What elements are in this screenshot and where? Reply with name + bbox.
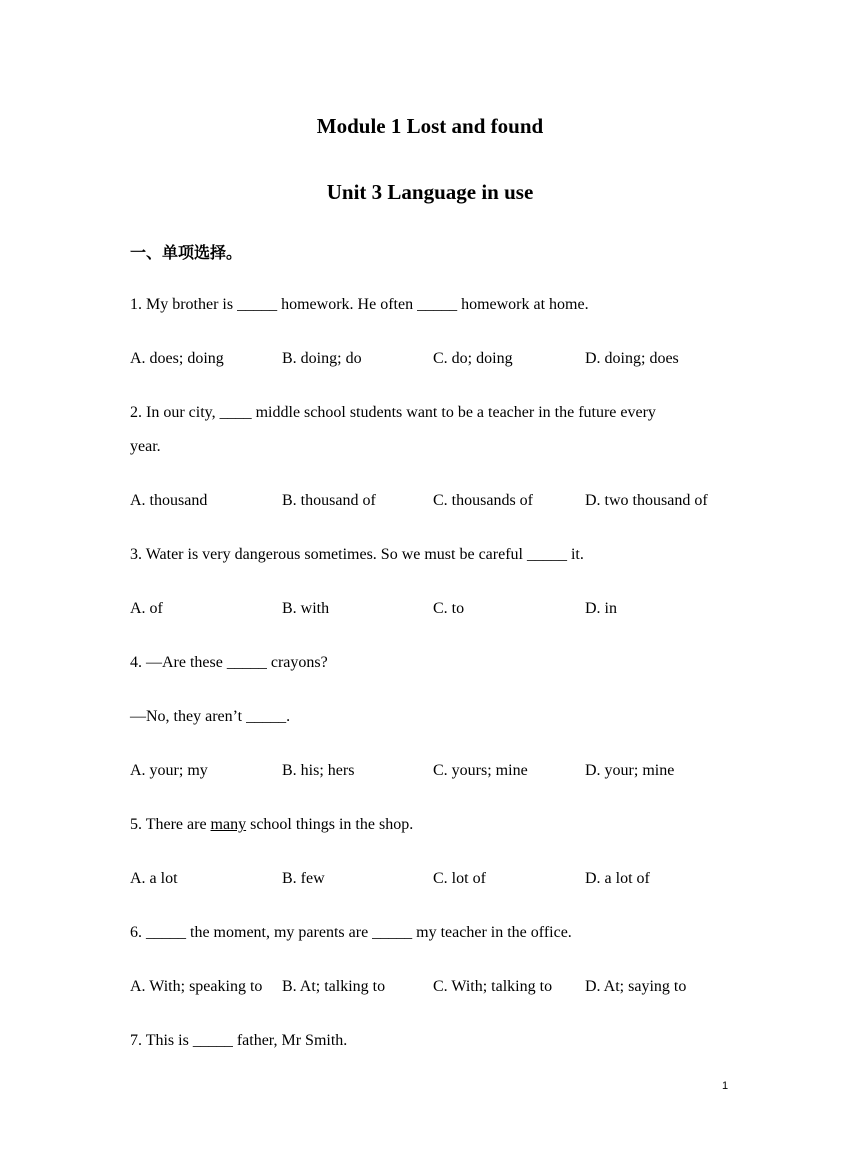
option-a: A. thousand [130, 492, 208, 509]
option-b: B. doing; do [282, 350, 362, 367]
question-4-stem-line1: 4. —Are these _____ crayons? [130, 654, 328, 671]
page-subtitle: Unit 3 Language in use [326, 180, 534, 204]
question-3-stem: 3. Water is very dangerous sometimes. So we must be careful _____ it. [130, 546, 584, 563]
option-d: D. in [585, 600, 617, 617]
option-c: C. to [433, 600, 465, 617]
question-1-stem: 1. My brother is _____ homework. He often _____ homework at home. [130, 296, 589, 313]
underlined-word: many [210, 816, 247, 833]
question-4-stem-line2: —No, they aren’t _____. [130, 708, 291, 725]
option-c: C. With; talking to [433, 978, 553, 995]
option-c: C. yours; mine [433, 762, 528, 779]
option-d: D. a lot of [585, 870, 650, 887]
option-c: C. lot of [433, 870, 486, 887]
question-5-stem [130, 816, 413, 834]
option-c: C. thousands of [433, 492, 533, 509]
option-d: D. At; saying to [585, 978, 687, 995]
option-d: D. your; mine [585, 762, 675, 779]
option-b: B. thousand of [282, 492, 376, 509]
option-b: B. few [282, 870, 325, 887]
option-a: A. your; my [130, 762, 208, 779]
question-5-stem-after: school things in the shop. [246, 816, 414, 833]
page-title: Module 1 Lost and found [316, 114, 544, 138]
option-a: A. a lot [130, 870, 178, 887]
option-b: B. his; hers [282, 762, 355, 779]
question-5-stem-before: 5. There are [130, 816, 211, 833]
question-2-stem-line2: year. [130, 438, 161, 455]
section-heading: 一、单项选择。 [130, 243, 243, 262]
question-2-stem-line1: 2. In our city, ____ middle school students want to be a teacher in the future every [130, 404, 656, 421]
option-a: A. of [130, 600, 163, 617]
question-6-stem: 6. _____ the moment, my parents are _____ my teacher in the office. [130, 924, 572, 941]
option-c: C. do; doing [433, 350, 513, 367]
option-d: D. doing; does [585, 350, 679, 367]
option-b: B. At; talking to [282, 978, 386, 995]
page-number: 1 [722, 1080, 729, 1092]
option-b: B. with [282, 600, 330, 617]
option-a: A. does; doing [130, 350, 224, 367]
option-d: D. two thousand of [585, 492, 708, 509]
question-7-stem: 7. This is _____ father, Mr Smith. [130, 1032, 348, 1049]
option-a: A. With; speaking to [130, 978, 263, 995]
